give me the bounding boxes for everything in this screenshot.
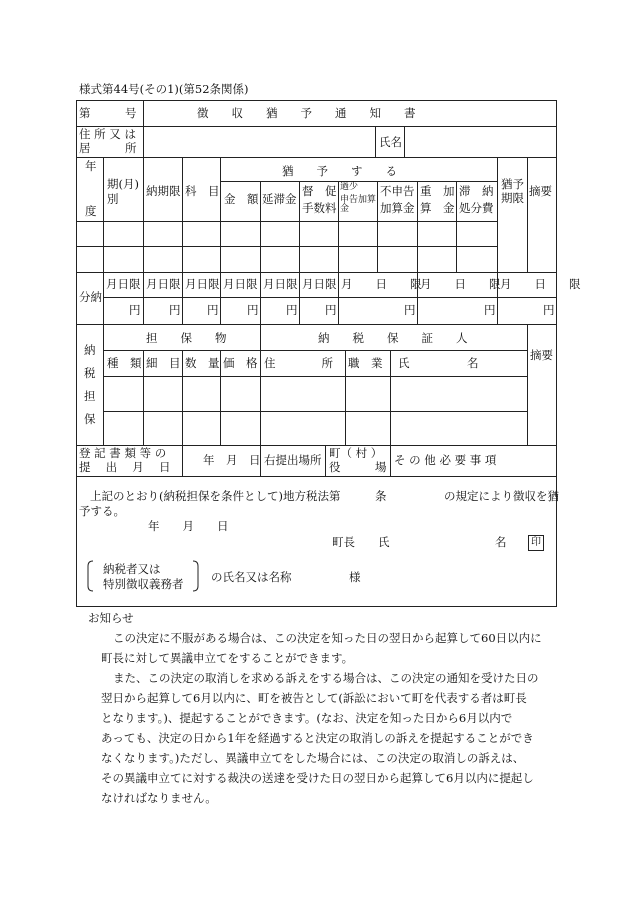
divider <box>76 246 498 247</box>
address-label: 住 所 又 は <box>79 127 136 141</box>
collateral-header: 担 保 物 <box>146 331 227 345</box>
form-id: 様式第44号(その1)(第52条関係) <box>79 82 249 96</box>
divider <box>103 376 527 377</box>
yen-unit: 円 <box>484 303 496 317</box>
divider <box>338 181 339 272</box>
heavy-penalty-label: 重 加 <box>420 184 455 198</box>
notice-text-2: 予する。 <box>79 504 125 518</box>
divider <box>220 272 221 324</box>
info-title: お知らせ <box>88 611 134 625</box>
addressee-label-2: 特別徴収義務者 <box>103 577 184 591</box>
divider <box>76 272 557 273</box>
installment-due: 月 日 限 <box>420 277 501 291</box>
security-side-label: 保 <box>84 412 96 426</box>
divider <box>76 476 557 477</box>
yen-unit: 円 <box>129 303 141 317</box>
addressee-label: 納税者又は <box>103 562 161 576</box>
frame-right <box>556 100 557 607</box>
divider <box>260 272 261 324</box>
divider <box>103 411 527 412</box>
reminder-fee-label-2: 手数料 <box>302 201 337 215</box>
under-report-label: 過少 <box>340 182 359 192</box>
info-paragraph: あっても、決定の日から1年を経過すると決定の取消しの訴えを提起することができ <box>101 731 534 745</box>
divider <box>299 181 300 272</box>
divider <box>182 445 183 476</box>
registration-label: 登 記 書 類 等 の <box>79 446 167 460</box>
submission-place-label: 右提出場所 <box>264 453 322 467</box>
security-side-label: 担 <box>84 389 96 403</box>
divider <box>260 181 261 272</box>
no-report-label: 不申告 <box>380 184 415 198</box>
document-title: 徴 収 猶 予 通 知 書 <box>197 106 416 120</box>
reminder-fee-label: 督 促 <box>302 184 337 198</box>
no-report-label-2: 加算金 <box>380 201 415 215</box>
left-bracket <box>86 560 94 592</box>
divider <box>299 272 300 324</box>
divider <box>103 350 527 351</box>
late-fee-label: 延滞金 <box>262 192 297 206</box>
seal-mark: 印 <box>528 535 544 551</box>
installment-due: 月日限 <box>263 277 298 291</box>
deferral-period-label-2: 期限 <box>501 191 524 205</box>
divider <box>143 350 144 445</box>
year-label: 年 <box>85 159 97 173</box>
divider <box>143 100 144 126</box>
installment-due: 月日限 <box>146 277 181 291</box>
frame-bottom <box>76 606 557 607</box>
info-paragraph: 町長に対して異議申立てをすることができます。 <box>101 651 354 665</box>
notice-text: 上記のとおり(納税担保を条件として)地方税法第 条 の規定により徴収を猶 <box>90 489 559 503</box>
yen-unit: 円 <box>286 303 298 317</box>
registration-date: 年 月 日 <box>203 453 261 467</box>
registration-label-2: 提 出 月 日 <box>79 460 171 474</box>
divider <box>345 350 346 445</box>
yen-unit: 円 <box>207 303 219 317</box>
divider <box>456 181 457 272</box>
name-label: 氏名 <box>379 135 402 149</box>
address-label-2: 居 所 <box>79 141 137 155</box>
installment-due: 月日限 <box>223 277 258 291</box>
notice-date: 年 月 日 <box>148 519 229 533</box>
divider <box>103 272 104 324</box>
town-office-label-2: 役 場 <box>329 460 387 474</box>
yen-unit: 円 <box>169 303 181 317</box>
divider <box>260 324 261 445</box>
installment-due: 月 日 限 <box>500 277 581 291</box>
info-paragraph: なければなりません。 <box>101 791 217 805</box>
yen-unit: 円 <box>247 303 259 317</box>
remarks-label: 摘要 <box>529 184 552 198</box>
guarantor-address-label: 住 所 <box>264 356 333 370</box>
frame-top <box>76 100 557 101</box>
mayor-label: 町長 氏 <box>332 535 390 549</box>
deferral-period-label: 猶予 <box>501 177 524 191</box>
amount-label: 金 額 <box>224 192 259 206</box>
security-side-label: 納 <box>84 343 96 357</box>
info-paragraph: となります。)、提起することができます。(なお、決定を知った日から6月以内で <box>101 711 513 725</box>
divider <box>76 221 498 222</box>
heavy-penalty-label-2: 算 金 <box>420 201 455 215</box>
divider <box>390 445 391 476</box>
info-paragraph: この決定に不服がある場合は、この決定を知った日の翌日から起算して60日以内に <box>113 631 542 645</box>
disposition-fee-label: 滞 納 <box>459 184 494 198</box>
due-date-label: 納期限 <box>146 184 181 198</box>
town-office-label: 町（ 村 ） <box>329 446 383 460</box>
divider <box>390 350 391 445</box>
addressee-suffix: の氏名又は名称 様 <box>211 570 361 584</box>
yen-unit: 円 <box>325 303 337 317</box>
security-remarks-label: 摘要 <box>530 348 553 362</box>
info-paragraph: また、この決定の取消しを求める訴えをする場合は、この決定の通知を受けた日の <box>113 671 539 685</box>
subject-label: 科 目 <box>185 184 220 198</box>
divider <box>527 324 528 445</box>
divider <box>338 272 339 324</box>
detail-label: 細 目 <box>146 356 181 370</box>
frame-left <box>76 100 77 607</box>
divider <box>220 157 221 272</box>
divider <box>182 350 183 445</box>
year-label-2: 度 <box>85 204 97 218</box>
divider <box>103 324 104 445</box>
divider <box>325 445 326 476</box>
occupation-label: 職 業 <box>348 356 383 370</box>
installment-due: 月日限 <box>185 277 220 291</box>
divider <box>377 181 378 272</box>
number-label: 第 号 <box>79 106 137 120</box>
quantity-label: 数 量 <box>185 356 220 370</box>
info-paragraph: 翌日から起算して6月以内に、町を被告として(訴訟において町を代表する者は町長 <box>101 691 527 705</box>
guarantor-name-label: 氏 名 <box>398 356 479 370</box>
divider <box>375 126 376 157</box>
divider <box>103 297 557 298</box>
divider <box>417 181 418 272</box>
divider <box>182 157 183 272</box>
guarantor-header: 納 税 保 証 人 <box>318 331 468 345</box>
period-label-2: 別 <box>107 192 119 206</box>
divider <box>76 324 557 325</box>
period-label: 期(月) <box>107 177 139 191</box>
under-report-label-2: 申告加算金 <box>340 195 377 215</box>
divider <box>76 126 557 127</box>
yen-unit: 円 <box>543 303 555 317</box>
info-paragraph: なくなります。)ただし、異議申立てをした場合には、この決定の取消しの訴えは、 <box>101 751 525 765</box>
installment-due: 月日限 <box>302 277 337 291</box>
divider <box>143 126 144 157</box>
divider <box>143 157 144 272</box>
security-side-label: 税 <box>84 366 96 380</box>
installment-due: 月日限 <box>106 277 141 291</box>
other-matters-label: そ の 他 必 要 事 項 <box>394 453 497 467</box>
divider <box>404 126 405 157</box>
info-paragraph: その異議申立てに対する裁決の送達を受けた日の翌日から起算して6月以内に提起し <box>101 771 534 785</box>
disposition-fee-label-2: 処分費 <box>459 201 494 215</box>
kind-label: 種 類 <box>107 356 142 370</box>
deferral-header: 猶 予 す る <box>282 164 397 178</box>
installment-due: 月 日 限 <box>341 277 422 291</box>
divider <box>103 157 104 272</box>
divider <box>497 157 498 272</box>
divider <box>143 272 144 324</box>
divider <box>260 445 261 476</box>
installment-label: 分納 <box>79 290 102 304</box>
divider <box>527 157 528 272</box>
divider <box>220 350 221 445</box>
divider <box>76 157 557 158</box>
yen-unit: 円 <box>404 303 416 317</box>
divider <box>182 272 183 324</box>
mayor-name-suffix: 名 <box>495 535 507 549</box>
value-label: 価 格 <box>223 356 258 370</box>
right-bracket <box>192 560 200 592</box>
